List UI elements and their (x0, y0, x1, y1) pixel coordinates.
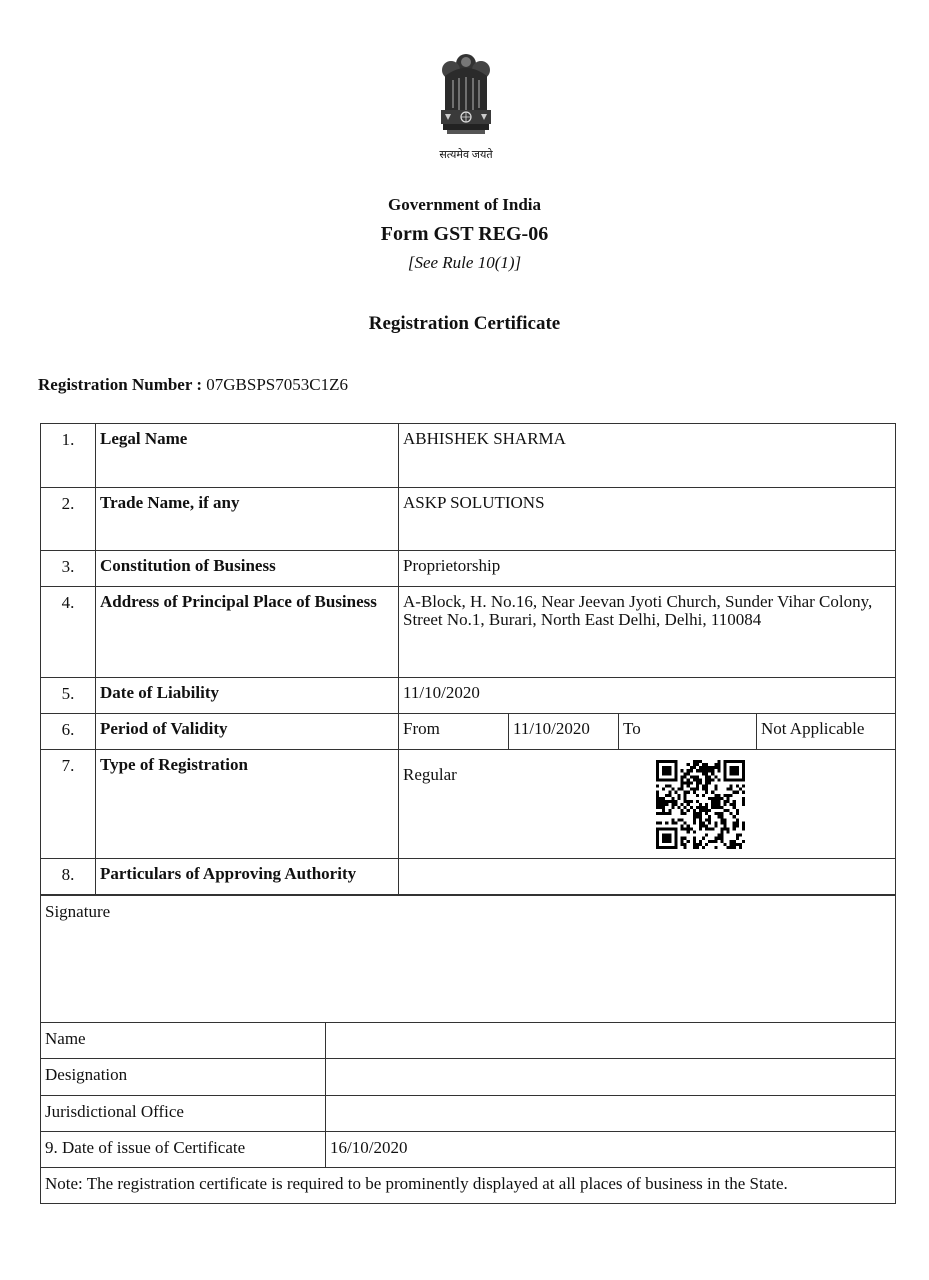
name-row (41, 1023, 896, 1059)
validity-from-label: From (399, 714, 509, 750)
row-label: Date of Liability (96, 678, 399, 714)
table-row (41, 714, 896, 750)
validity-to-value: Not Applicable (757, 714, 896, 750)
row-number: 7. (41, 750, 96, 859)
approving-authority-value (399, 859, 896, 895)
table-row (41, 488, 896, 551)
row-number: 8. (41, 859, 96, 895)
government-heading: Government of India (388, 195, 541, 214)
row-label: Legal Name (96, 424, 399, 488)
designation-row (41, 1059, 896, 1096)
jurisdictional-office-row (41, 1096, 896, 1132)
form-title: Form GST REG-06 (380, 223, 549, 245)
name-value (326, 1023, 896, 1059)
row-number: 6. (41, 714, 96, 750)
row-label: Particulars of Approving Authority (96, 859, 399, 895)
certificate-title: Registration Certificate (368, 313, 561, 334)
table-row (41, 551, 896, 587)
registration-details-table (40, 423, 896, 895)
row-number: 4. (41, 587, 96, 678)
jurisdictional-office-value (326, 1096, 896, 1132)
address-value: A-Block, H. No.16, Near Jeevan Jyoti Church, Sunder Vihar Colony, Street No.1, Burari, North East Delhi, Delhi, 110084 (399, 587, 896, 678)
table-row (41, 587, 896, 678)
issue-date-row (41, 1132, 896, 1168)
designation-label: Designation (41, 1059, 326, 1096)
designation-value (326, 1059, 896, 1096)
registration-number-value: 07GBSPS7053C1Z6 (206, 375, 348, 394)
row-number: 1. (41, 424, 96, 488)
table-row (41, 424, 896, 488)
rule-reference: [See Rule 10(1)] (407, 253, 522, 272)
issue-date-label: 9. Date of issue of Certificate (41, 1132, 326, 1168)
national-emblem (416, 50, 516, 170)
table-row (41, 859, 896, 895)
display-note: Note: The registration certificate is required to be prominently displayed at all places of business in the State. (41, 1168, 896, 1204)
signature-row (41, 896, 896, 1023)
trade-name-value: ASKP SOLUTIONS (399, 488, 896, 551)
signature-table (40, 895, 896, 1204)
constitution-value: Proprietorship (399, 551, 896, 587)
row-label: Period of Validity (96, 714, 399, 750)
legal-name-value: ABHISHEK SHARMA (399, 424, 896, 488)
jurisdictional-office-label: Jurisdictional Office (41, 1096, 326, 1132)
name-label: Name (41, 1023, 326, 1059)
registration-number (38, 375, 348, 395)
issue-date-value: 16/10/2020 (326, 1132, 896, 1168)
row-number: 2. (41, 488, 96, 551)
row-label: Constitution of Business (96, 551, 399, 587)
national-emblem-icon (431, 50, 501, 145)
validity-from-value: 11/10/2020 (509, 714, 619, 750)
row-number: 3. (41, 551, 96, 587)
signature-label: Signature (41, 896, 896, 1023)
qr-code-icon (656, 760, 745, 849)
registration-number-label: Registration Number : (38, 375, 202, 394)
liability-date-value: 11/10/2020 (399, 678, 896, 714)
row-number: 5. (41, 678, 96, 714)
emblem-motto: सत्यमेव जयते (439, 149, 493, 161)
validity-to-label: To (619, 714, 757, 750)
table-row (41, 678, 896, 714)
table-row (41, 750, 896, 859)
registration-type-value: Regular (399, 750, 896, 859)
row-label: Trade Name, if any (96, 488, 399, 551)
row-label: Address of Principal Place of Business (96, 587, 399, 678)
note-row (41, 1168, 896, 1204)
row-label: Type of Registration (96, 750, 399, 859)
